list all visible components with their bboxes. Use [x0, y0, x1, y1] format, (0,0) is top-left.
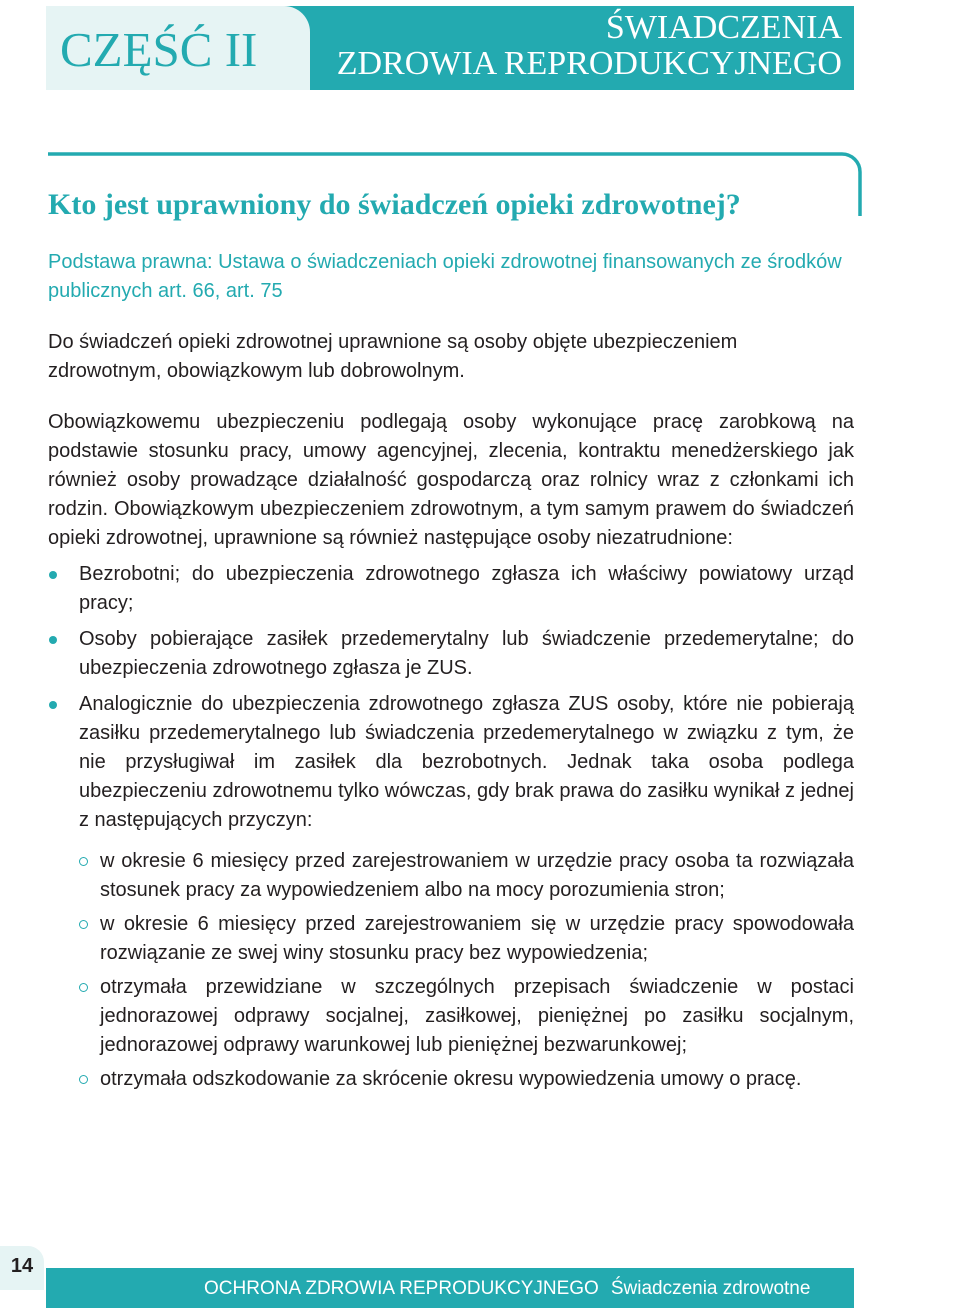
sub-list-item-text: otrzymała odszkodowanie za skrócenie okresu wypowiedzenia umowy o pracę.: [100, 1068, 802, 1090]
list-item: [48, 625, 854, 683]
footer-text: [204, 1276, 810, 1302]
section-heading: Kto jest uprawniony do świadczeń opieki zdrowotnej?: [48, 188, 741, 221]
footer-subtitle: Świadczenia zdrowotne: [610, 1278, 811, 1299]
bullet-dot-icon: [49, 636, 57, 644]
sub-list-item: [79, 973, 854, 1060]
list-item: [48, 560, 854, 618]
footer-title: OCHRONA ZDROWIA REPRODUKCYJNEGO: [204, 1278, 599, 1299]
page-number: 14: [10, 1255, 34, 1277]
sub-list-item: [79, 847, 854, 905]
legal-basis: Podstawa prawna: Ustawa o świadczeniach opieki zdrowotnej finansowanych ze środków publicznych art. 66, art. 75: [48, 251, 842, 302]
bullet-list: [48, 560, 854, 1094]
sub-list-item-text: w okresie 6 miesięcy przed zarejestrowaniem w urzędzie pracy osoba ta rozwiązała stosunek pracy za wypowiedzeniem albo na mocy porozumienia stron;: [100, 850, 854, 901]
bullet-dot-icon: [49, 701, 57, 709]
part-title: CZĘŚĆ II: [60, 22, 258, 77]
list-item-text: Osoby pobierające zasiłek przedemerytalny lub świadczenie przedemerytalne; do ubezpieczenia zdrowotnego zgłasza je ZUS.: [79, 628, 854, 679]
sub-list-item-text: w okresie 6 miesięcy przed zarejestrowaniem się w urzędzie pracy spowodowała rozwiązanie ze swej winy stosunku pracy bez wypowiedzenia;: [100, 913, 854, 964]
sub-bullet-list: [79, 847, 854, 1094]
sub-list-item: [79, 1065, 854, 1094]
main-content: [48, 248, 854, 1094]
intro-paragraph: Do świadczeń opieki zdrowotnej uprawnione są osoby objęte ubezpieczeniem zdrowotnym, obowiązkowym lub dobrowolnym.: [48, 331, 738, 382]
list-item: [48, 690, 854, 1094]
bullet-ring-icon: [79, 1075, 88, 1084]
insurance-paragraph: Obowiązkowemu ubezpieczeniu podlegają osoby wykonujące pracę zarobkową na podstawie stosunku pracy, umowy agencyjnej, zlecenia, kontraktu menedżerskiego jak również osoby prowadzące działalność gospodarczą oraz rolnicy wraz z członkami ich rodzin. Obowiązkowym ubezpieczeniem zdrowotnym, a tym samym prawem do świadczeń opieki zdrowotnej, uprawnione są również następujące osoby niezatrudnione:: [48, 411, 854, 549]
bullet-dot-icon: [49, 571, 57, 579]
bullet-ring-icon: [79, 920, 88, 929]
sub-list-item: [79, 910, 854, 968]
sub-list-item-text: otrzymała przewidziane w szczególnych przepisach świadczenie w postaci jednorazowej odprawy socjalnej, zasiłkowej, pieniężnej po zasiłku socjalnym, jednorazowej odprawy warunkowej lub pieniężnej bezwarunkowej;: [100, 976, 854, 1056]
list-item-text: Bezrobotni; do ubezpieczenia zdrowotnego zgłasza ich właściwy powiatowy urząd pracy;: [79, 563, 854, 614]
bullet-ring-icon: [79, 983, 88, 992]
header-title-line1: ŚWIADCZENIA: [605, 9, 842, 46]
header-title-line2: ZDROWIA REPRODUKCYJNEGO: [336, 45, 842, 82]
bullet-ring-icon: [79, 857, 88, 866]
list-item-text: Analogicznie do ubezpieczenia zdrowotnego zgłasza ZUS osoby, które nie pobierają zasiłku przedemerytalnego lub świadczenia przedemerytalnego w związku z tym, że nie przysługiwał im zasiłek dla bezrobotnych. Jednak taka osoba podlega ubezpieczeniu zdrowotnemu tylko wówczas, gdy brak prawa do zasiłku wynikał z jednej z następujących przyczyn:: [79, 693, 854, 831]
